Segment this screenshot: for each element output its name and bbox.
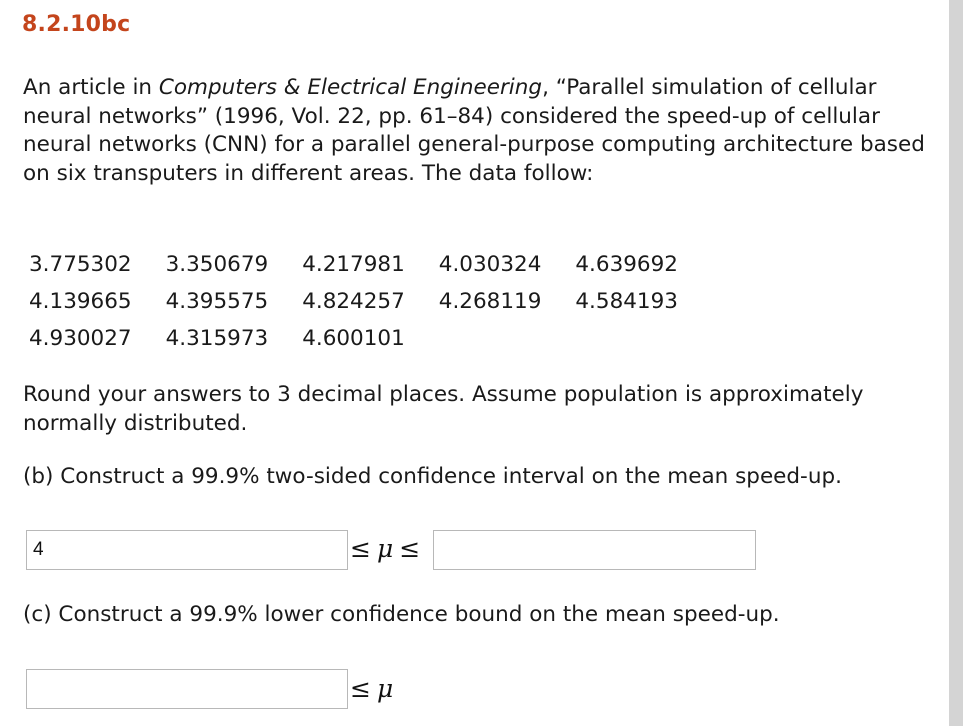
data-cell: 4.930027 [29,326,132,351]
part-c-inequality [350,674,399,703]
data-cell: 4.824257 [302,289,405,314]
leq-symbol-left: ≤ [350,534,371,563]
data-cell: 4.315973 [165,326,269,351]
leq-symbol: ≤ [350,674,371,703]
data-cell: 4.139665 [29,289,132,314]
data-cell: 4.600101 [302,326,405,351]
leq-symbol-right: ≤ [399,534,421,563]
intro-text-start: An article in [23,75,159,100]
problem-statement [23,74,949,188]
part-c-question: (c) Construct a 99.9% lower confidence bound on the mean speed-up. [23,602,780,627]
data-row [29,283,712,320]
data-cell: 4.030324 [438,252,542,277]
data-cell: 4.395575 [165,289,269,314]
part-c-lower-bound-input[interactable] [26,669,348,709]
part-b-upper-bound-input[interactable] [433,530,756,570]
intro-text-end: , “Parallel simulation of cellular neural networks” (1996, Vol. 22, pp. 61–84) considered the speed-up of cellular neural networks (CNN) for a parallel general-purpose computing architecture based on six transputers in different areas. The data follow: [23,75,925,186]
data-cell: 4.639692 [575,252,678,277]
part-b-question: (b) Construct a 99.9% two-sided confidence interval on the mean speed-up. [23,464,842,489]
page-scrollbar-track[interactable] [949,0,963,726]
data-cell: 3.350679 [165,252,269,277]
rounding-instructions: Round your answers to 3 decimal places. Assume population is approximately normally distributed. [23,382,864,436]
mu-symbol: μ [376,674,394,703]
data-cell: 4.217981 [302,252,405,277]
part-b-lower-bound-input[interactable] [26,530,348,570]
data-cell: 4.268119 [438,289,542,314]
problem-id: 8.2.10bc [22,12,131,37]
journal-title: Computers & Electrical Engineering [158,75,543,100]
data-row [29,246,712,283]
data-cell: 4.584193 [575,289,678,314]
mu-symbol: μ [376,534,394,563]
data-table [29,246,712,357]
data-row [29,320,712,357]
part-b-inequality [350,534,420,563]
data-cell: 3.775302 [29,252,132,277]
